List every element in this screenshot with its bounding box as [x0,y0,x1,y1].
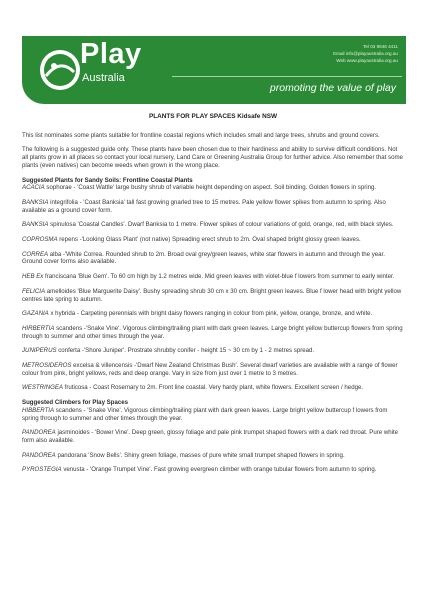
plant-entry [22,384,404,392]
logo-australia-text: Australia [82,72,125,84]
plant-name: HEB Ex [22,273,44,281]
plant-entry [22,288,404,303]
plant-name: BANKSIA [22,221,49,229]
logo-play-text: Play [80,38,142,70]
plant-description: repens -'Looking Glass Plant' (not native) Spreading erect shrub to 2m. Oval shaped bright glossy green leaves. [57,236,361,244]
plant-description: sophorae - 'Coast Wattle' large bushy shrub of variable height depending on aspect. Soil binding. Golden flowers in spring. [44,184,377,192]
plant-name: ACACIA [22,184,45,192]
plant-description: conferta -'Shore Juniper'. Prostrate shrubby conifer - height 15 ~ 30 cm by 1 - 2 metres spread. [56,347,315,355]
plant-name: GAZANIA [22,310,49,318]
plant-name: WESTRINGEA [22,384,63,392]
climber-plant-list [22,407,404,474]
tagline: promoting the value of play [269,82,396,94]
plant-entry [22,429,404,444]
plant-description: scandens -'Snake Vine'. Vigorous climbing/trailing plant with dark green leaves. Large bright yellow buttercup flowers from spring through to summer and other times through the year. [22,324,403,340]
plant-entry [22,347,404,355]
plant-entry [22,466,404,474]
plant-description: venusta - 'Orange Trumpet Vine'. Fast growing evergreen climber with orange tubular flowers from autumn to spring. [61,466,377,474]
plant-description: integrifolia - 'Coast Banksia' tall fast growing gnarled tree to 15 metres. Pale yellow flower spikes from autumn to spring. Also available as a ground cover form. [22,198,386,214]
plant-name: PANDOREA [22,429,56,437]
plant-description: excelsa & villencensis -'Dwarf New Zealand Christmas Bush'. Several dwarf varieties are available with a range of flower colour from pink, bright yellows, reds and deep orange. Vary in size from just over 1 metre to 3 metres. [22,362,398,377]
plant-name: CORREA [22,250,49,258]
plant-name: BANKSIA [22,198,49,206]
plant-name: FELICIA [22,287,46,295]
contact-web: Web www.playaustralia.org.au [336,58,398,63]
plant-entry [22,236,404,244]
plant-description: amelloides 'Blue Marguerite Daisy'. Bushy spreading shrub 30 cm x 30 cm. Bright green leaves. Blue f lower head with bright yellow centres late spring to autumn. [22,287,402,303]
plant-entry [22,199,404,214]
plant-description: alba -'White Correa. Rounded shrub to 2m. Broad oval grey/green leaves, white star flowers in autumn and through the year. Ground cover forms also available. [22,250,385,266]
plant-name: HIBBERTIA [22,406,55,414]
plant-entry [22,362,404,377]
plant-description: x hybrida - Carpeting perennials with bright daisy flowers ranging in colour from pink, yellow, orange, bronze, and white. [48,310,373,318]
plant-name: METROSIDEROS [22,362,72,370]
plant-entry [22,310,404,318]
intro-paragraph-1: This list nominates some plants suitable for frontline coastal regions which includes small and large trees, shrubs and ground covers. [22,131,380,139]
plant-entry [22,407,404,422]
section-heading-climbers: Suggested Climbers for Play Spaces [22,399,129,407]
plant-name: JUNIPERUS [22,347,57,355]
banner-divider [172,76,402,77]
plant-entry [22,452,404,460]
plant-description: jasminoides - 'Bower Vine'. Deep green, glossy foliage and pale pink trumpet shaped flowers with a dark red throat. Pure white form also available. [22,429,399,444]
plant-description: scandens - 'Snake Vine'. Vigorous climbing/trailing plant with dark green leaves. Large bright yellow buttercup f lowers from spring through to summer and other times through the year. [22,406,388,422]
plant-entry [22,273,404,281]
intro-paragraph-2: The following is a suggested guide only. These plants have been chosen due to their hardiness and ability to survive difficult conditions. Not all plants grow in all places so contact your local nursery, Land Care or Greening Australia Group for further advice. Also remember that some plants (even natives) can become weeds when grown in the wrong place. [22,146,403,169]
plant-entry [22,184,404,192]
plant-description: franciscana 'Blue Gem'. To 60 cm high by 1.2 metres wide. Mid green leaves with violet-blue f lowers from summer to early winter. [43,273,395,281]
plant-description: pandorana 'Snow Bells'. Shiny green foliage, masses of pure white small trumpet shaped flowers in spring. [55,451,345,459]
plant-description: fruticosa - Coast Rosemary to 2m. Front line coastal. Very hardy plant, white flowers. Excellent screen / hedge. [62,384,364,392]
header-banner [22,36,406,104]
coastal-plant-list [22,184,404,392]
plant-entry [22,325,404,340]
plant-name: HIRBERTIA [22,324,55,332]
plant-entry [22,221,404,229]
document-body [22,110,404,481]
plant-description: spinulosa 'Coastal Candles'. Dwarf Banksia to 1 metre. Flower spikes of colour variations of gold, orange, red, with black styles. [48,221,394,229]
document-title: PLANTS FOR PLAY SPACES Kidsafe NSW [148,113,278,120]
contact-info [333,43,398,64]
contact-phone: Tel 03 9846 4411 [363,44,398,49]
plant-name: COPROSMA [22,236,58,244]
plant-entry [22,251,404,266]
plant-name: PANDOREA [22,451,56,459]
section-heading-coastal: Suggested Plants for Sandy Soils: Frontline Coastal Plants [22,176,193,184]
contact-email: Email info@playaustralia.org.au [333,51,398,56]
plant-name: PYROSTEGIA [22,466,62,474]
